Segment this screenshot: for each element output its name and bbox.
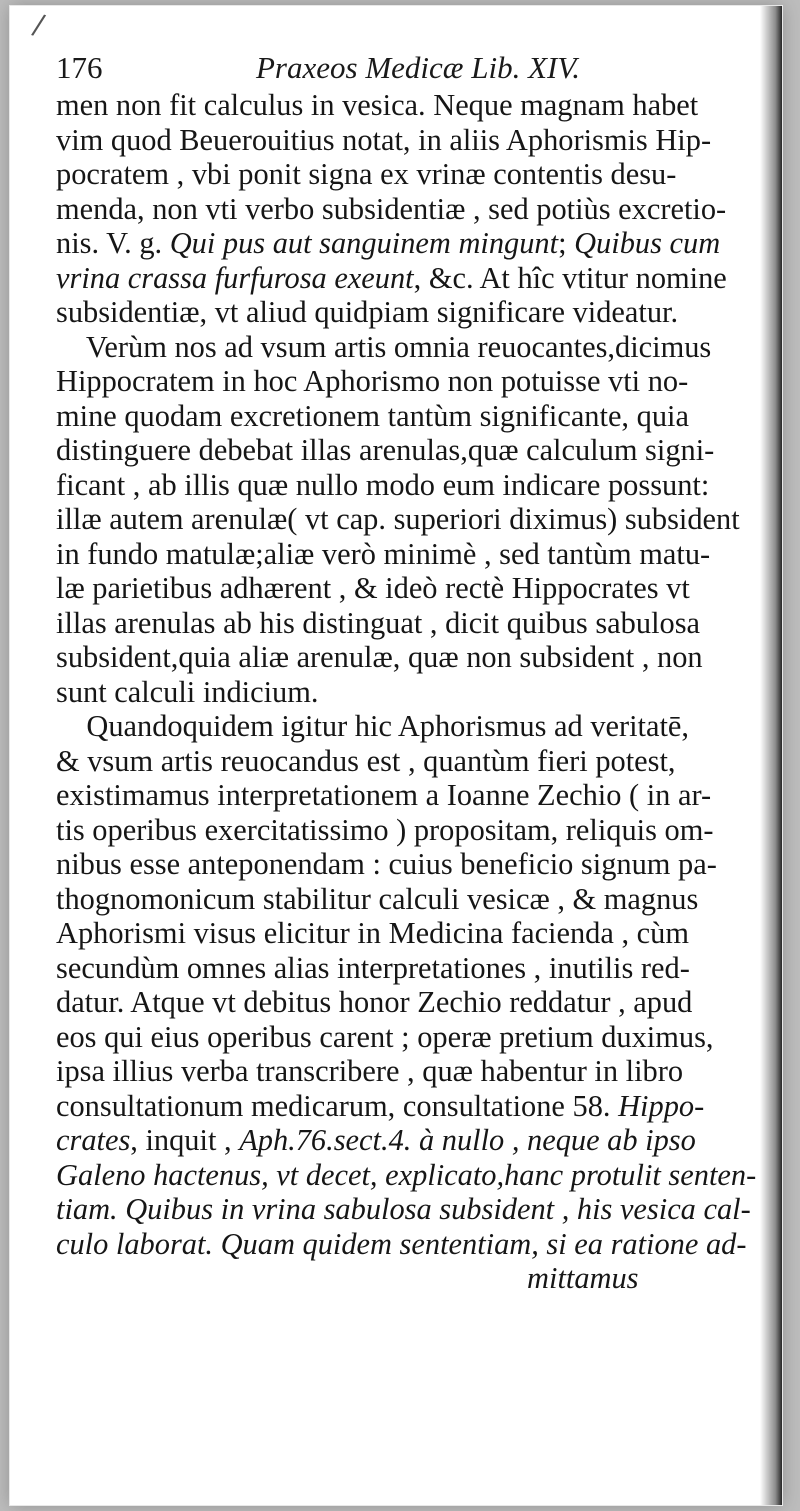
text-run: pocratem , vbi ponit signa ex vrinæ contentis desu- (56, 157, 677, 191)
running-title: Praxeos Medicæ Lib. XIV. (256, 50, 581, 85)
text-line (56, 157, 776, 192)
text-run: Hippocratem in hoc Aphorismo non potuisse vti no- (56, 364, 689, 398)
text-run: Quandoquidem igitur hic Aphorismus ad veritatē, (56, 709, 690, 743)
page-number: 176 (56, 50, 103, 85)
text-line (56, 1123, 776, 1158)
text-run: mine quodam excretionem tantùm significante, quia (56, 398, 689, 433)
italic-run: Qui pus aut sanguinem mingunt (169, 226, 559, 260)
text-run: menda, non vti verbo subsidentiæ , sed potiùs excretio- (56, 191, 727, 226)
text-run: subsident,quia aliæ arenulæ, quæ non subsident , non (56, 640, 703, 674)
text-run: Aphorismi visus elicitur in Medicina facienda , cùm (56, 916, 689, 950)
text-run: eos qui eius operibus carent ; operæ pretium duximus, (56, 1019, 714, 1054)
text-line (56, 399, 776, 434)
italic-run: Hippo- (618, 1088, 705, 1123)
text-run: sunt calculi indicium. (56, 674, 319, 709)
italic-run: Aph.76.sect.4. à nullo , neque ab ipso (239, 1123, 696, 1157)
text-line (56, 882, 776, 917)
italic-run: tiam. Quibus in vrina sabulosa subsident , his vesica cal- (56, 1192, 751, 1226)
text-run: nis. V. g. (56, 226, 170, 260)
text-line (56, 468, 776, 503)
text-run: ipsa illius verba transcribere , quæ habentur in libro (56, 1054, 684, 1088)
text-run: thognomonicum stabilitur calculi vesicæ , & magnus (56, 881, 699, 916)
text-line (56, 433, 776, 468)
text-line (56, 123, 776, 158)
text-run: ; (558, 226, 575, 260)
text-run: Verùm nos ad vsum artis omnia reuocantes,dicimus (56, 329, 712, 364)
text-line (56, 502, 776, 537)
binding-shadow (760, 6, 782, 1505)
text-run: ficant , ab illis quæ nullo modo eum indicare possunt: (56, 467, 710, 502)
text-run: existimamus interpretationem a Ioanne Zechio ( in ar- (56, 778, 712, 812)
italic-run: mittamus (56, 1261, 639, 1295)
text-line (56, 295, 776, 330)
text-run: , &c. At hîc vtitur nomine (413, 260, 727, 295)
text-line (56, 640, 776, 675)
text-line (56, 226, 776, 261)
paragraph-1 (56, 88, 776, 330)
text-line (56, 1158, 776, 1193)
pencil-mark-icon: / (29, 7, 48, 42)
text-line (56, 778, 776, 813)
text-run: & vsum artis reuocandus est , quantùm fieri potest, (56, 743, 676, 778)
italic-run: Quibus cum (574, 226, 721, 260)
text-line (56, 1020, 776, 1055)
text-run: datur. Atque vt debitus honor Zechio reddatur , apud (56, 985, 693, 1019)
italic-run: Galeno hactenus, vt decet, explicato,hanc protulit senten- (56, 1157, 757, 1192)
text-run: vim quod Beuerouitius notat, in aliis Aphorismis Hip- (56, 122, 712, 157)
italic-run: crates (56, 1123, 131, 1157)
text-line (56, 261, 776, 296)
paragraph-2 (56, 330, 776, 710)
italic-run: vrina crassa furfurosa exeunt (56, 260, 414, 295)
text-line (56, 537, 776, 572)
text-run: , inquit , (130, 1123, 240, 1157)
text-line (56, 813, 776, 848)
text-line (56, 571, 776, 606)
text-line (56, 1192, 776, 1227)
text-run: illæ autem arenulæ( vt cap. superiori diximus) subsident (56, 502, 740, 536)
text-line (56, 709, 776, 744)
text-line (56, 1054, 776, 1089)
text-line (56, 744, 776, 779)
text-line (56, 606, 776, 641)
text-run: tis operibus exercitatissimo ) propositam, reliquis om- (56, 812, 714, 847)
text-run: in fundo matulæ;aliæ verò minimè , sed tantùm matu- (56, 536, 711, 571)
text-line (56, 1089, 776, 1124)
text-run: subsidentiæ, vt aliud quidpiam significare videatur. (56, 295, 679, 329)
italic-run: culo laborat. Quam quidem sententiam, si ea ratione ad- (56, 1226, 747, 1261)
text-line (56, 951, 776, 986)
text-line (56, 330, 776, 365)
book-page (10, 6, 782, 1505)
text-run: nibus esse anteponendam : cuius beneficio signum pa- (56, 847, 717, 881)
text-run: men non fit calculus in vesica. Neque magnam habet (56, 88, 699, 122)
text-run: secundùm omnes alias interpretationes , inutilis red- (56, 950, 690, 985)
text-run: distinguere debebat illas arenulas,quæ calculum signi- (56, 433, 715, 467)
text-run: consultationum medicarum, consultatione 58. (56, 1088, 619, 1123)
text-line (56, 985, 776, 1020)
text-line (56, 675, 776, 710)
paragraph-3 (56, 709, 776, 1296)
text-run: illas arenulas ab his distinguat , dicit quibus sabulosa (56, 605, 701, 640)
text-line (56, 364, 776, 399)
text-line (56, 88, 776, 123)
text-line (56, 1261, 776, 1296)
text-line (56, 847, 776, 882)
text-line (56, 1227, 776, 1262)
body-text (56, 88, 776, 1296)
text-line (56, 916, 776, 951)
text-run: læ parietibus adhærent , & ideò rectè Hippocrates vt (56, 571, 690, 605)
text-line (56, 192, 776, 227)
running-head (56, 48, 756, 88)
